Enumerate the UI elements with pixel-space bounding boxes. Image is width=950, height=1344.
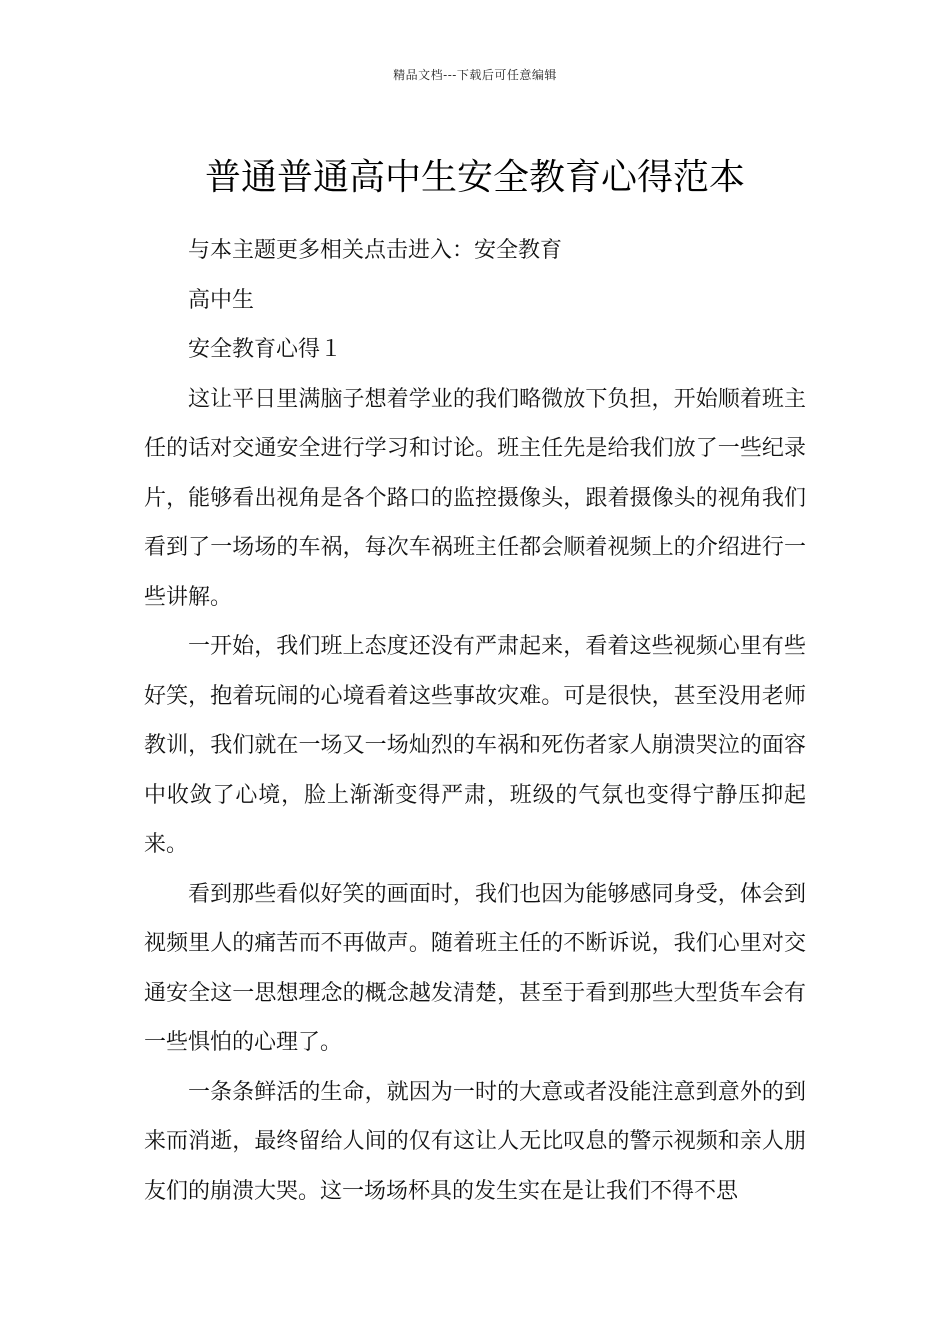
document-body <box>144 226 806 1216</box>
paragraph: 一条条鲜活的生命，就因为一时的大意或者没能注意到意外的到来而消逝，最终留给人间的仅有这让人无比叹息的警示视频和亲人朋友们的崩溃大哭。这一场场杯具的发生实在是让我们不得不思 <box>144 1079 806 1204</box>
document-title: 普通普通高中生安全教育心得范本 <box>204 157 745 199</box>
paragraph-tag: 高中生 <box>188 287 255 313</box>
paragraph-related-link: 与本主题更多相关点击进入：安全教育 <box>188 238 563 263</box>
paragraph: 看到那些看似好笑的画面时，我们也因为能够感同身受，体会到视频里人的痛苦而不再做声。随着班主任的不断诉说，我们心里对交通安全这一思想理念的概念越发清楚，甚至于看到那些大型货车会有一些惧怕的心理了。 <box>144 881 806 1055</box>
paragraph-section-heading: 安全教育心得１ <box>188 337 343 362</box>
paragraph: 这让平日里满脑子想着学业的我们略微放下负担，开始顺着班主任的话对交通安全进行学习和讨论。班主任先是给我们放了一些纪录片，能够看出视角是各个路口的监控摄像头，跟着摄像头的视角我们看到了一场场的车祸，每次车祸班主任都会顺着视频上的介绍进行一些讲解。 <box>144 386 806 610</box>
header-note: 精品文档---下载后可任意编辑 <box>393 68 557 82</box>
paragraph: 一开始，我们班上态度还没有严肃起来，看着这些视频心里有些好笑，抱着玩闹的心境看着这些事故灾难。可是很快，甚至没用老师教训，我们就在一场又一场灿烈的车祸和死伤者家人崩溃哭泣的面容中收敛了心境，脸上渐渐变得严肃，班级的气氛也变得宁静压抑起来。 <box>144 634 806 857</box>
